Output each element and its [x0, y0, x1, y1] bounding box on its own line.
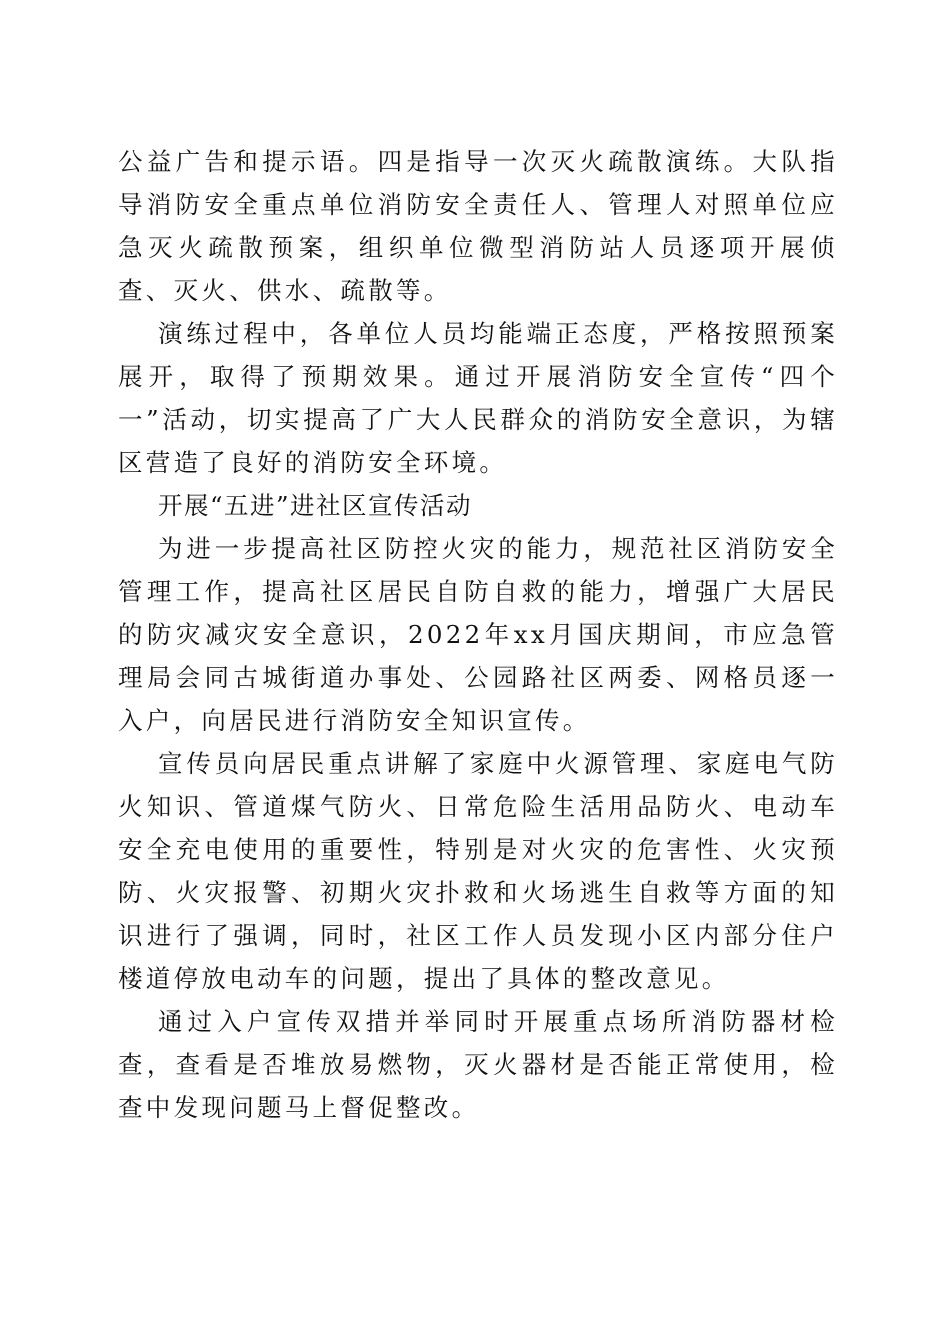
- paragraph-drill-result: 演练过程中，各单位人员均能端正态度，严格按照预案展开，取得了预期效果。通过开展消防安全宣传“四个一”活动，切实提高了广大人民群众的消防安全意识，为辖区营造了良好的消防安全环境。: [118, 319, 838, 477]
- paragraph-equipment-inspection: 通过入户宣传双措并举同时开展重点场所消防器材检查，查看是否堆放易燃物，灭火器材是否能正常使用，检查中发现问题马上督促整改。: [118, 1007, 838, 1122]
- paragraph-continuation: 公益广告和提示语。四是指导一次灭火疏散演练。大队指导消防安全重点单位消防安全责任人、管理人对照单位应急灭火疏散预案，组织单位微型消防站人员逐项开展侦查、灭火、供水、疏散等。: [118, 147, 838, 305]
- paragraph-fire-safety-lecture: 宣传员向居民重点讲解了家庭中火源管理、家庭电气防火知识、管道煤气防火、日常危险生活用品防火、电动车安全充电使用的重要性，特别是对火灾的危害性、火灾预防、火灾报警、初期火灾扑救和火场逃生自救等方面的知识进行了强调，同时，社区工作人员发现小区内部分住户楼道停放电动车的问题，提出了具体的整改意见。: [118, 749, 838, 993]
- section-heading: 开展“五进”进社区宣传活动: [158, 491, 473, 520]
- document-body: [118, 140, 838, 1129]
- paragraph-community-campaign: 为进一步提高社区防控火灾的能力，规范社区消防安全管理工作，提高社区居民自防自救的能力，增强广大居民的防灾减灾安全意识，2022年xx月国庆期间，市应急管理局会同古城街道办事处、公园路社区两委、网格员逐一入户，向居民进行消防安全知识宣传。: [118, 534, 838, 735]
